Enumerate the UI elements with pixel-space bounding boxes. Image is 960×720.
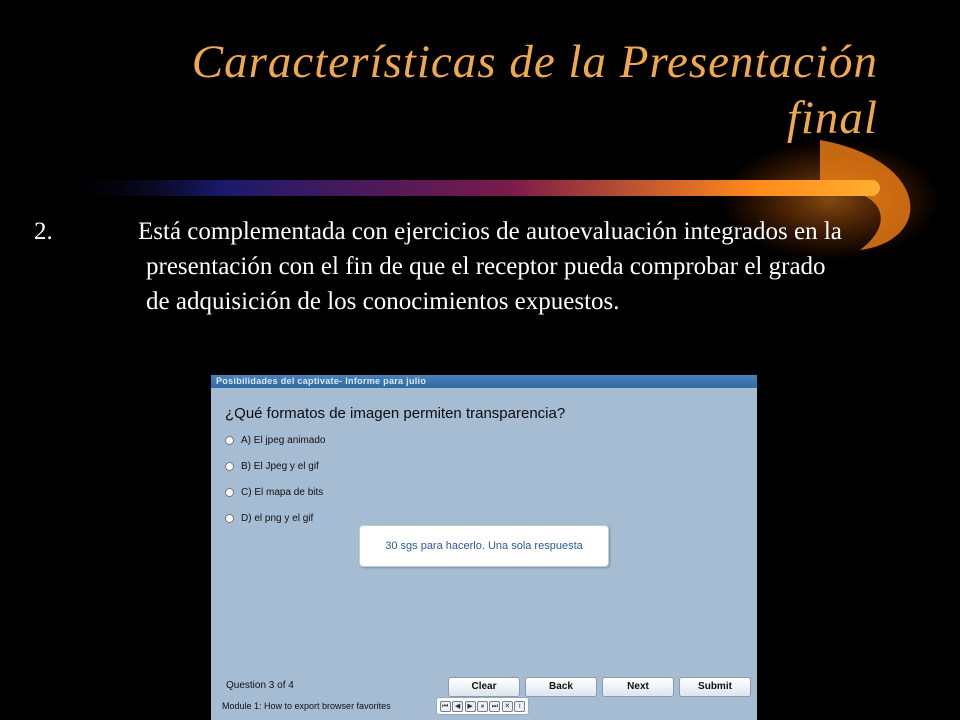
play-icon[interactable]: ▶ <box>465 701 476 712</box>
slide-title: Características de la Presentación final <box>191 36 878 144</box>
radio-button[interactable] <box>225 462 234 471</box>
slide-body <box>34 214 850 319</box>
quiz-window-title: Posibilidades del captivate- Informe para julio <box>211 375 757 388</box>
quiz-window <box>211 375 757 720</box>
clear-button[interactable]: Clear <box>448 677 520 697</box>
module-label: Module 1: How to export browser favorites <box>222 701 391 711</box>
radio-button[interactable] <box>225 436 234 445</box>
answer-option-d[interactable] <box>225 513 313 524</box>
answer-option-c[interactable] <box>225 487 323 498</box>
option-label: B) El Jpeg y el gif <box>241 461 319 472</box>
rewind-icon[interactable]: ⏮ <box>440 701 451 712</box>
quiz-question: ¿Qué formatos de imagen permiten transparencia? <box>225 405 566 422</box>
point-text: Está complementada con ejercicios de autoevaluación integrados en la presentación con el fin de que el receptor pueda comprobar el grado de adquisición de los conocimientos expuestos. <box>138 218 842 315</box>
hint-box: 30 sgs para hacerlo. Una sola respuesta <box>359 525 609 567</box>
next-button[interactable]: Next <box>602 677 674 697</box>
question-progress: Question 3 of 4 <box>226 680 294 691</box>
option-label: C) El mapa de bits <box>241 487 324 498</box>
option-label: D) el png y el gif <box>241 513 314 524</box>
answer-option-b[interactable] <box>225 461 319 472</box>
close-icon[interactable]: ✕ <box>502 701 513 712</box>
back-button[interactable]: Back <box>525 677 597 697</box>
forward-icon[interactable]: ⏭ <box>489 701 500 712</box>
radio-button[interactable] <box>225 488 234 497</box>
point-number: 2. <box>34 218 53 245</box>
info-icon[interactable]: i <box>514 701 525 712</box>
option-label: A) El jpeg animado <box>241 435 326 446</box>
playback-controls <box>436 697 529 715</box>
answer-option-a[interactable] <box>225 435 326 446</box>
submit-button[interactable]: Submit <box>679 677 751 697</box>
back-icon[interactable]: ◀ <box>452 701 463 712</box>
radio-button[interactable] <box>225 514 234 523</box>
pause-icon[interactable]: ⏸ <box>477 701 488 712</box>
